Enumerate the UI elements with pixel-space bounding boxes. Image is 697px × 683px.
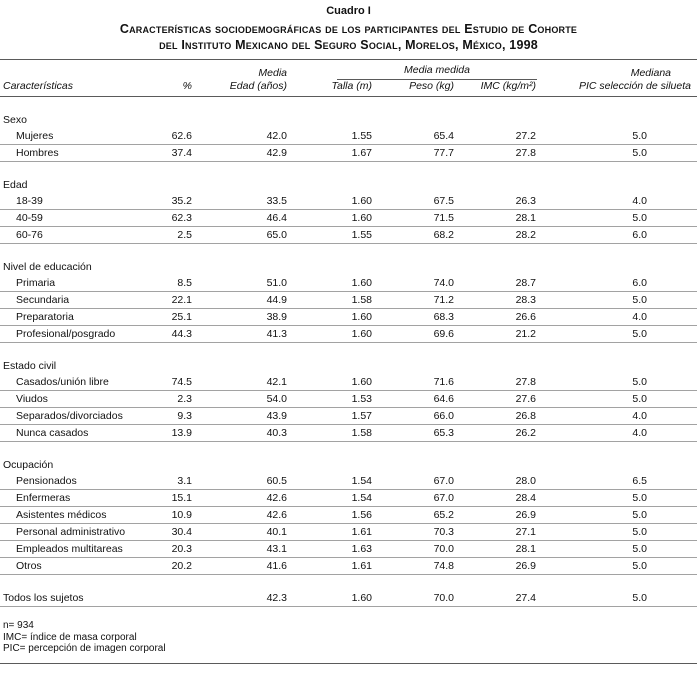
cell-value: 37.4 — [170, 145, 195, 162]
cell-value: 4.0 — [539, 408, 697, 425]
cell-value: 68.3 — [375, 309, 457, 326]
cell-value: 1.63 — [290, 541, 375, 558]
cell-value: 27.4 — [457, 590, 539, 607]
row-label: Preparatoria — [0, 309, 170, 326]
table-subtitle-line2: del Instituto Mexicano del Seguro Social, Morelos, México, 1998 — [159, 38, 538, 52]
cell-value: 10.9 — [170, 507, 195, 524]
cell-value: 1.53 — [290, 391, 375, 408]
cell-value: 20.2 — [170, 558, 195, 575]
col-header-pic: PIC selección de silueta — [539, 80, 697, 97]
cell-value: 26.6 — [457, 309, 539, 326]
section-label: Nivel de educación — [3, 261, 92, 273]
cell-value: 74.5 — [170, 374, 195, 391]
cell-value: 4.0 — [539, 193, 697, 210]
footnote-imc: IMC= índice de masa corporal — [3, 631, 137, 643]
bottom-rule — [0, 663, 697, 664]
cell-value: 13.9 — [170, 425, 195, 442]
col-header-media: Media — [258, 67, 287, 79]
table-row — [0, 408, 697, 425]
cell-value: 4.0 — [539, 425, 697, 442]
cell-value: 25.1 — [170, 309, 195, 326]
row-label: 40-59 — [0, 210, 170, 227]
cell-value — [170, 590, 195, 607]
row-label: Personal administrativo — [0, 524, 170, 541]
cell-value: 26.2 — [457, 425, 539, 442]
cell-value: 1.54 — [290, 490, 375, 507]
table-subtitle — [0, 21, 697, 53]
row-label: Otros — [0, 558, 170, 575]
cell-value: 42.9 — [195, 145, 290, 162]
row-label: Hombres — [0, 145, 170, 162]
cell-value: 1.57 — [290, 408, 375, 425]
cell-value: 28.7 — [457, 275, 539, 292]
cell-value: 1.55 — [290, 227, 375, 244]
table-row — [0, 473, 697, 490]
cell-value: 51.0 — [195, 275, 290, 292]
col-group-media-medida-label: Media medida — [337, 64, 537, 80]
cell-value: 5.0 — [539, 145, 697, 162]
cell-value: 33.5 — [195, 193, 290, 210]
cell-value: 44.3 — [170, 326, 195, 343]
cell-value: 65.2 — [375, 507, 457, 524]
header-row-bottom — [0, 80, 697, 97]
cell-value: 26.9 — [457, 558, 539, 575]
table-title: Cuadro I — [326, 5, 371, 17]
cell-value: 1.60 — [290, 374, 375, 391]
cell-value: 28.4 — [457, 490, 539, 507]
cell-value: 1.61 — [290, 524, 375, 541]
cell-value: 62.3 — [170, 210, 195, 227]
footnote-pic: PIC= percepción de imagen corporal — [3, 643, 166, 654]
cell-value: 1.60 — [290, 326, 375, 343]
cell-value: 5.0 — [539, 590, 697, 607]
row-label: Enfermeras — [0, 490, 170, 507]
data-table — [0, 60, 697, 607]
table-row — [0, 326, 697, 343]
cell-value: 27.8 — [457, 145, 539, 162]
cell-value: 8.5 — [170, 275, 195, 292]
cell-value: 5.0 — [539, 558, 697, 575]
section-label-row — [0, 177, 697, 193]
cell-value: 44.9 — [195, 292, 290, 309]
col-group-media-medida — [290, 60, 539, 80]
cell-value: 77.7 — [375, 145, 457, 162]
footnotes — [0, 620, 697, 655]
cell-value: 71.6 — [375, 374, 457, 391]
section-label-row — [0, 358, 697, 374]
cell-value: 70.0 — [375, 590, 457, 607]
table-row — [0, 309, 697, 326]
table-row — [0, 541, 697, 558]
col-header-caracteristicas: Características — [0, 80, 170, 97]
cell-value: 67.5 — [375, 193, 457, 210]
cell-value: 65.3 — [375, 425, 457, 442]
cell-value: 26.3 — [457, 193, 539, 210]
cell-value: 66.0 — [375, 408, 457, 425]
section-spacer — [0, 244, 697, 260]
row-label: Nunca casados — [0, 425, 170, 442]
row-label: Todos los sujetos — [0, 590, 170, 607]
cell-value: 69.6 — [375, 326, 457, 343]
table-row — [0, 374, 697, 391]
section-spacer — [0, 575, 697, 591]
cell-value: 27.1 — [457, 524, 539, 541]
cell-value: 27.6 — [457, 391, 539, 408]
section-label: Ocupación — [3, 459, 54, 471]
cell-value: 42.3 — [195, 590, 290, 607]
cell-value: 5.0 — [539, 524, 697, 541]
cell-value: 1.55 — [290, 128, 375, 145]
section-spacer — [0, 442, 697, 458]
cell-value: 1.58 — [290, 292, 375, 309]
table-row — [0, 145, 697, 162]
cell-value: 26.9 — [457, 507, 539, 524]
col-header-edad: Edad (años) — [195, 80, 290, 97]
col-header-talla: Talla (m) — [290, 80, 375, 97]
col-header-mediana: Mediana — [630, 67, 671, 79]
cell-value: 5.0 — [539, 326, 697, 343]
cell-value: 6.0 — [539, 227, 697, 244]
table-row — [0, 507, 697, 524]
cell-value: 42.1 — [195, 374, 290, 391]
cell-value: 65.0 — [195, 227, 290, 244]
cell-value: 40.1 — [195, 524, 290, 541]
row-label: Asistentes médicos — [0, 507, 170, 524]
cell-value: 1.60 — [290, 193, 375, 210]
cell-value: 20.3 — [170, 541, 195, 558]
cell-value: 1.60 — [290, 210, 375, 227]
section-label: Sexo — [3, 114, 27, 126]
cell-value: 71.2 — [375, 292, 457, 309]
table-row — [0, 558, 697, 575]
cell-value: 15.1 — [170, 490, 195, 507]
cell-value: 27.2 — [457, 128, 539, 145]
cell-value: 42.6 — [195, 507, 290, 524]
cell-value: 74.0 — [375, 275, 457, 292]
cell-value: 42.0 — [195, 128, 290, 145]
header-row-top — [0, 60, 697, 80]
cell-value: 41.3 — [195, 326, 290, 343]
cell-value: 5.0 — [539, 490, 697, 507]
section-label-row — [0, 259, 697, 275]
cell-value: 28.3 — [457, 292, 539, 309]
row-label: Viudos — [0, 391, 170, 408]
section-spacer — [0, 97, 697, 113]
cell-value: 46.4 — [195, 210, 290, 227]
section-spacer — [0, 343, 697, 359]
cell-value: 43.1 — [195, 541, 290, 558]
cell-value: 3.1 — [170, 473, 195, 490]
cell-value: 40.3 — [195, 425, 290, 442]
table-row — [0, 524, 697, 541]
row-label: 18-39 — [0, 193, 170, 210]
cell-value: 74.8 — [375, 558, 457, 575]
row-label: Profesional/posgrado — [0, 326, 170, 343]
cell-value: 28.1 — [457, 541, 539, 558]
col-header-pct: % — [170, 80, 195, 97]
cell-value: 2.3 — [170, 391, 195, 408]
section-label: Edad — [3, 179, 28, 191]
row-label: Pensionados — [0, 473, 170, 490]
table-body — [0, 97, 697, 607]
table-row — [0, 590, 697, 607]
cell-value: 5.0 — [539, 210, 697, 227]
cell-value: 1.67 — [290, 145, 375, 162]
table-row — [0, 193, 697, 210]
cell-value: 1.60 — [290, 309, 375, 326]
cell-value: 67.0 — [375, 473, 457, 490]
cell-value: 42.6 — [195, 490, 290, 507]
cell-value: 67.0 — [375, 490, 457, 507]
row-label: Empleados multitareas — [0, 541, 170, 558]
cell-value: 62.6 — [170, 128, 195, 145]
cell-value: 65.4 — [375, 128, 457, 145]
cell-value: 4.0 — [539, 309, 697, 326]
cell-value: 1.56 — [290, 507, 375, 524]
col-header-peso: Peso (kg) — [375, 80, 457, 97]
table-row — [0, 391, 697, 408]
cell-value: 30.4 — [170, 524, 195, 541]
cell-value: 28.2 — [457, 227, 539, 244]
table-row — [0, 128, 697, 145]
table-row — [0, 275, 697, 292]
cell-value: 5.0 — [539, 128, 697, 145]
cell-value: 38.9 — [195, 309, 290, 326]
row-label: Separados/divorciados — [0, 408, 170, 425]
cell-value: 1.54 — [290, 473, 375, 490]
cell-value: 64.6 — [375, 391, 457, 408]
cell-value: 5.0 — [539, 391, 697, 408]
table-subtitle-line1: Características sociodemográficas de los participantes del Estudio de Cohorte — [119, 22, 578, 36]
cell-value: 1.58 — [290, 425, 375, 442]
col-header-imc: IMC (kg/m²) — [457, 80, 539, 97]
table-row — [0, 292, 697, 309]
table-header — [0, 60, 697, 97]
cell-value: 5.0 — [539, 507, 697, 524]
footnote-n: n= 934 — [3, 620, 34, 631]
table-row — [0, 425, 697, 442]
row-label: Casados/unión libre — [0, 374, 170, 391]
cell-value: 21.2 — [457, 326, 539, 343]
cell-value: 41.6 — [195, 558, 290, 575]
cell-value: 26.8 — [457, 408, 539, 425]
cell-value: 35.2 — [170, 193, 195, 210]
table-row — [0, 210, 697, 227]
cell-value: 43.9 — [195, 408, 290, 425]
cell-value: 6.5 — [539, 473, 697, 490]
cell-value: 28.1 — [457, 210, 539, 227]
row-label: Mujeres — [0, 128, 170, 145]
cell-value: 22.1 — [170, 292, 195, 309]
cell-value: 9.3 — [170, 408, 195, 425]
cell-value: 1.60 — [290, 590, 375, 607]
cell-value: 5.0 — [539, 541, 697, 558]
cell-value: 2.5 — [170, 227, 195, 244]
cell-value: 1.60 — [290, 275, 375, 292]
section-label: Estado civil — [3, 360, 57, 372]
row-label: 60-76 — [0, 227, 170, 244]
section-spacer — [0, 162, 697, 178]
table-row — [0, 227, 697, 244]
cell-value: 5.0 — [539, 374, 697, 391]
cell-value: 70.3 — [375, 524, 457, 541]
table-row — [0, 490, 697, 507]
row-label: Secundaria — [0, 292, 170, 309]
cell-value: 60.5 — [195, 473, 290, 490]
cell-value: 1.61 — [290, 558, 375, 575]
section-label-row — [0, 112, 697, 128]
cell-value: 6.0 — [539, 275, 697, 292]
cell-value: 71.5 — [375, 210, 457, 227]
cell-value: 70.0 — [375, 541, 457, 558]
cell-value: 68.2 — [375, 227, 457, 244]
cell-value: 5.0 — [539, 292, 697, 309]
section-label-row — [0, 457, 697, 473]
row-label: Primaria — [0, 275, 170, 292]
cell-value: 28.0 — [457, 473, 539, 490]
cell-value: 54.0 — [195, 391, 290, 408]
cell-value: 27.8 — [457, 374, 539, 391]
